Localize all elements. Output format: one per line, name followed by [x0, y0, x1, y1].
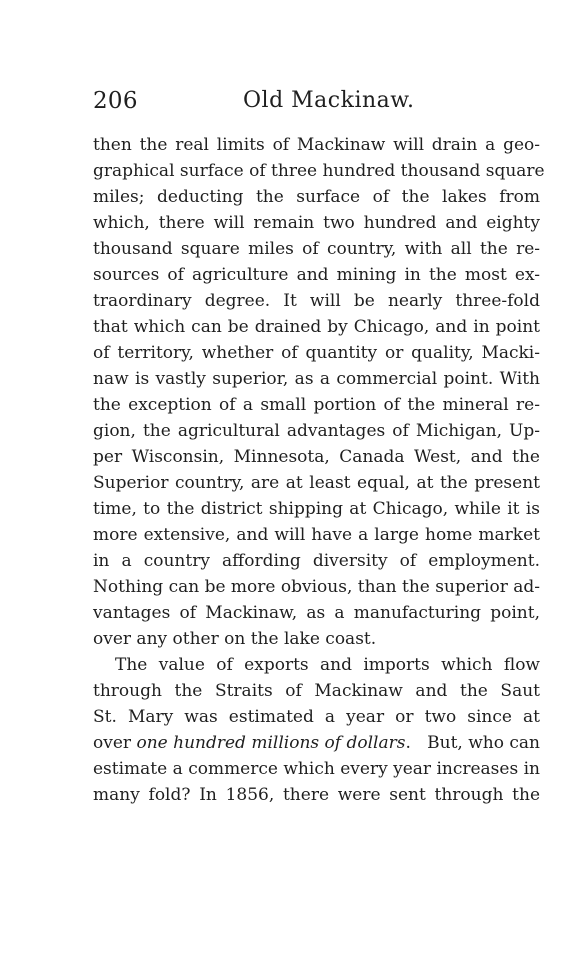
page-header — [93, 88, 543, 118]
text-segment: over — [93, 733, 137, 753]
running-title: Old Mackinaw. — [243, 88, 415, 113]
text-line: of territory, whether of quantity or quality, Macki- — [93, 343, 540, 363]
text-line: naw is vastly superior, as a commercial point. With — [93, 369, 540, 389]
text-line: more extensive, and will have a large home market — [93, 525, 540, 545]
text-line: that which can be drained by Chicago, and in point — [93, 317, 540, 337]
text-line: which, there will remain two hundred and eighty — [93, 213, 540, 233]
text-line: in a country affording diversity of employment. — [93, 551, 540, 571]
text-line: the exception of a small portion of the mineral re- — [93, 395, 540, 415]
body-text — [93, 132, 545, 808]
text-line: many fold? In 1856, there were sent through the — [93, 785, 540, 805]
page-number: 206 — [93, 88, 138, 114]
text-line: traordinary degree. It will be nearly three-fold — [93, 291, 540, 311]
text-line: St. Mary was estimated a year or two since at — [93, 707, 540, 727]
text-line: Nothing can be more obvious, than the superior ad- — [93, 577, 540, 597]
text-line: Superior country, are at least equal, at the present — [93, 473, 540, 493]
text-line: estimate a commerce which every year increases in — [93, 759, 540, 779]
paragraph-last-line: over any other on the lake coast. — [93, 629, 377, 649]
text-line: miles; deducting the surface of the lakes from — [93, 187, 540, 207]
text-line: sources of agriculture and mining in the most ex- — [93, 265, 540, 285]
text-line: per Wisconsin, Minnesota, Canada West, and the — [93, 447, 540, 467]
text-line: vantages of Mackinaw, as a manufacturing point, — [93, 603, 540, 623]
text-line: then the real limits of Mackinaw will drain a geo- — [93, 135, 540, 155]
text-line: thousand square miles of country, with all the re- — [93, 239, 540, 259]
text-segment: . But, who can — [405, 733, 540, 753]
italic-text-segment: one hundred millions of dollars — [136, 733, 406, 753]
paragraph-first-line: The value of exports and imports which flow — [115, 655, 540, 675]
text-line: through the Straits of Mackinaw and the Saut — [93, 681, 540, 701]
text-line: gion, the agricultural advantages of Michigan, Up- — [93, 421, 540, 441]
text-line-with-italic — [93, 730, 540, 756]
text-line: graphical surface of three hundred thousand square — [93, 161, 545, 181]
text-line: time, to the district shipping at Chicago, while it is — [93, 499, 540, 519]
